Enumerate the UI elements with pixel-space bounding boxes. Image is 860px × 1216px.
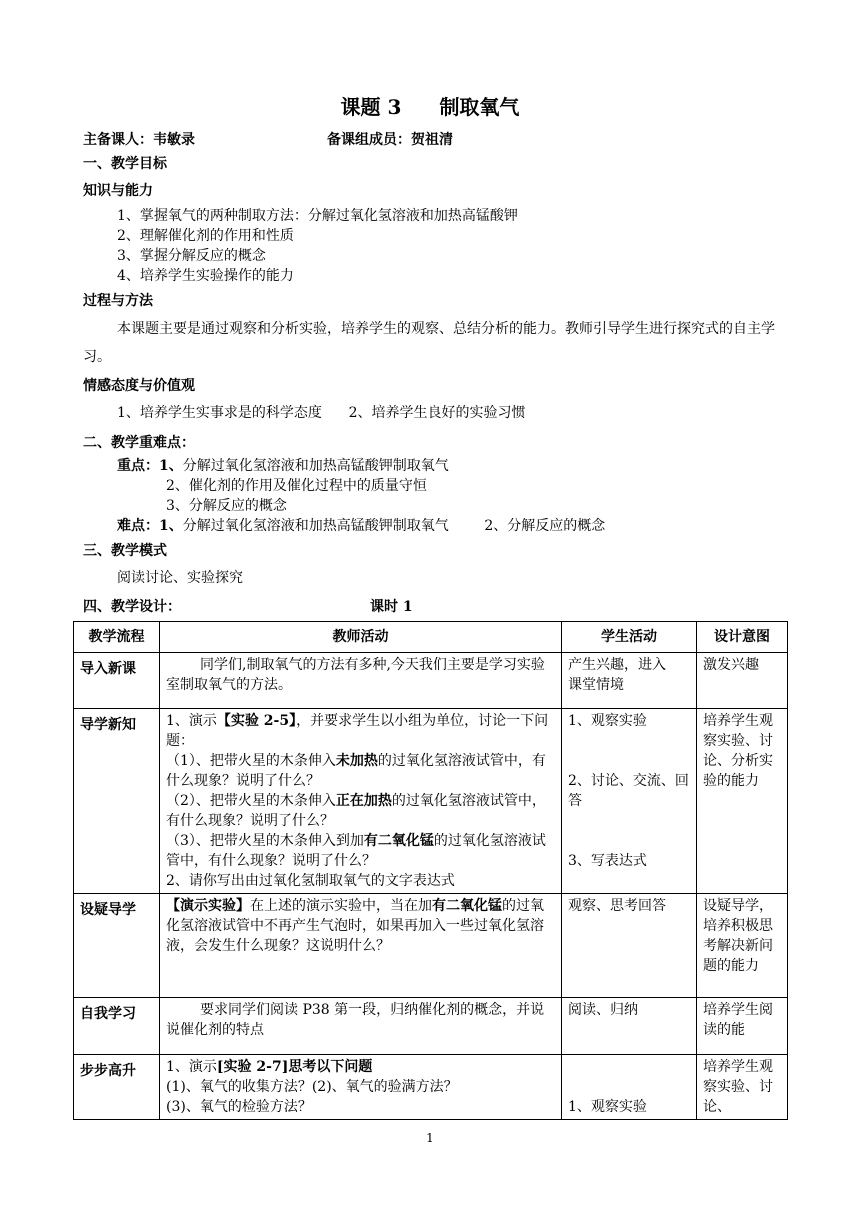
teacher-line: (3)、氧气的检验方法？ [166,1099,312,1115]
teacher-cell [160,1055,562,1120]
lead-label: 主备课人： [83,132,153,148]
difficulty-number: 1、 [159,518,183,534]
difficulty-text: 分解过氧化氢溶液和加热高锰酸钾制取氧气 2、分解反应的概念 [182,518,606,534]
table-row [74,998,788,1055]
teacher-text: 1、演示 [166,1059,217,1075]
teacher-text: 的过氧化氢溶液试管中不再产生气泡时，如果再加入一些过氧化氢溶液，会发生什么现象？这说明什么？ [166,898,544,954]
header-student: 学生活动 [562,622,697,653]
keypoints-label: 重点： [117,458,159,474]
knowledge-item: 2、理解催化剂的作用和性质 [117,228,294,244]
table-row [74,894,788,998]
mode-text: 阅读讨论、实验探究 [117,570,243,586]
teacher-text: 要求同学们阅读 P38 第一段，归纳催化剂的概念，并说说催化剂的特点 [166,1002,545,1038]
lead-teacher [83,130,195,150]
teacher-cell [160,998,562,1055]
teacher-text: 的过氧化氢溶液试管中，有什么现象？说明了什么？ [166,793,546,829]
title-prefix: 课题 3 [340,95,402,119]
intent-cell: 激发兴趣 [697,653,788,709]
teacher-text: 的过氧化氢溶液试管中，有什么现象？说明了什么？ [166,753,546,789]
teacher-line: 2、请你写出由过氧化氢制取氧气的文字表达式 [166,873,455,889]
attitude-text: 1、培养学生实事求是的科学态度 2、培养学生良好的实验习惯 [117,405,526,421]
table-row [74,709,788,894]
teacher-cell [160,709,562,894]
teacher-line: (1)、氧气的收集方法？(2)、氧气的验满方法？ [166,1079,458,1095]
student-line: 3、写表达式 [568,853,647,869]
lesson-label: 课时 1 [370,599,413,615]
table-header-row [74,622,788,653]
header-teacher: 教师活动 [160,622,562,653]
header-stage: 教学流程 [74,622,160,653]
student-cell: 阅读、归纳 [562,998,697,1055]
keypoint-text: 分解过氧化氢溶液和加热高锰酸钾制取氧气 [182,458,449,474]
table-row [74,1055,788,1120]
teacher-line [166,791,555,831]
teacher-text: （2）、把带火星的木条伸入 [166,793,336,809]
stage-cell: 导学新知 [74,709,160,894]
experiment-ref: 【实验 2-5】 [216,713,297,729]
page-title [0,94,860,120]
attitude-heading: 情感态度与价值观 [83,378,195,394]
stage-cell: 导入新课 [74,653,160,709]
student-cell [562,709,697,894]
teacher-line [166,831,555,871]
teacher-text: ，并要求学生以小组为单位，讨论一下问题： [166,713,549,749]
goals-heading: 一、教学目标 [83,156,167,172]
intent-cell: 培养学生观察实验、讨论、分析实验的能力 [697,709,788,894]
page-number: 1 [426,1131,434,1145]
teacher-text: （3）、把带火星的木条伸入到加 [166,833,364,849]
design-heading: 四、教学设计： [83,599,181,615]
group-members [327,130,453,150]
experiment-ref: [实验 2-7]思考以下问题 [216,1059,373,1075]
emphasis-text: 有二氧化锰 [363,833,434,849]
difficulty-label: 难点： [117,518,159,534]
process-heading: 过程与方法 [83,293,153,309]
intent-cell: 培养学生观察实验、讨论、 [697,1055,788,1120]
stage-cell: 设疑导学 [74,894,160,998]
teacher-text: 在上述的演示实验中，当在加 [250,898,432,914]
knowledge-item: 4、培养学生实验操作的能力 [117,268,294,284]
stage-cell: 步步高升 [74,1055,160,1120]
teacher-text: （1）、把带火星的木条伸入 [166,753,336,769]
student-line: 产生兴趣，进入 [568,657,666,673]
lesson-design-table [73,621,788,1120]
teacher-text: 的过氧化氢溶液试管中，有什么现象？说明了什么？ [166,833,546,869]
teacher-text: 同学们,制取氧气的方法有多种,今天我们主要是学习实验室制取氧气的方法。 [166,657,545,693]
intent-cell: 设疑导学，培养积极思考解决新问题的能力 [697,894,788,998]
teacher-line [166,751,555,791]
table-row [74,653,788,709]
process-text: 本课题主要是通过观察和分析实验，培养学生的观察、总结分析的能力。教师引导学生进行探究式的自主学习。 [83,321,775,365]
student-cell [562,653,697,709]
teacher-line [166,711,555,751]
student-line: 课堂情境 [568,677,624,693]
keypoint-primary [117,456,449,476]
knowledge-item: 1、掌握氧气的两种制取方法：分解过氧化氢溶液和加热高锰酸钾 [117,208,518,224]
emphasis-text: 正在加热 [335,793,392,809]
knowledge-heading: 知识与能力 [83,183,153,199]
emphasis-text: 有二氧化锰 [432,898,502,914]
student-line: 1、观察实验 [568,713,647,729]
teacher-cell [160,653,562,709]
title-topic: 制取氧气 [439,95,520,119]
keypoint-item: 2、催化剂的作用及催化过程中的质量守恒 [166,478,427,494]
mode-heading: 三、教学模式 [83,543,167,559]
demo-label: 【演示实验】 [166,898,250,914]
teacher-line [166,1057,555,1077]
lead-name: 韦敏录 [153,132,195,148]
knowledge-item: 3、掌握分解反应的概念 [117,248,266,264]
header-intent: 设计意图 [697,622,788,653]
keypoint-item: 3、分解反应的概念 [166,498,287,514]
difficulty-point [117,516,605,536]
keypoint-number: 1、 [159,458,183,474]
keypoints-heading: 二、教学重难点： [83,435,195,451]
student-cell: 1、观察实验 [562,1055,697,1120]
student-line: 2、讨论、交流、回答 [568,773,689,809]
teacher-cell [160,894,562,998]
group-name: 贺祖清 [411,132,453,148]
group-label: 备课组成员： [327,132,411,148]
teacher-text: 1、演示 [166,713,217,729]
student-cell: 观察、思考回答 [562,894,697,998]
emphasis-text: 未加热 [335,753,378,769]
stage-cell: 自我学习 [74,998,160,1055]
intent-cell: 培养学生阅读的能 [697,998,788,1055]
